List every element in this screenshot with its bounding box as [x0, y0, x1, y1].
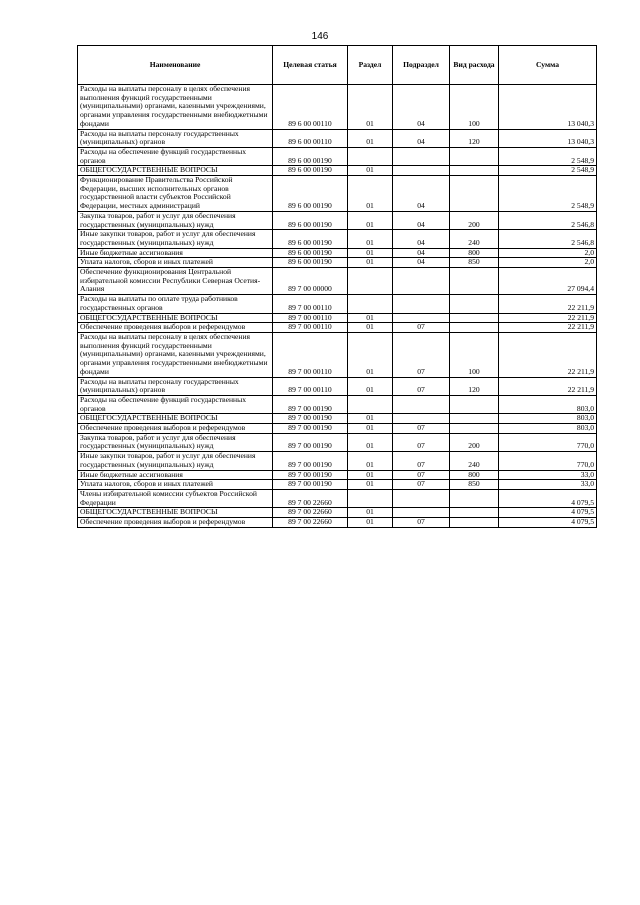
cell-section: 01	[348, 518, 393, 528]
cell-section: 01	[348, 211, 393, 229]
cell-name: Обеспечение проведения выборов и референдумов	[78, 518, 273, 528]
cell-sum: 4 079,5	[499, 508, 597, 518]
cell-subsection: 07	[393, 323, 450, 333]
cell-subsection: 07	[393, 424, 450, 434]
cell-subsection: 07	[393, 433, 450, 451]
table-row	[78, 295, 597, 313]
cell-code: 89 7 00 00190	[273, 433, 348, 451]
cell-type	[450, 295, 499, 313]
cell-name: Иные бюджетные ассигнования	[78, 470, 273, 480]
header-code: Целевая статья	[273, 46, 348, 85]
table-row	[78, 332, 597, 377]
cell-section: 01	[348, 433, 393, 451]
cell-type: 240	[450, 452, 499, 470]
cell-section	[348, 489, 393, 507]
cell-type	[450, 323, 499, 333]
table-row	[78, 489, 597, 507]
cell-type	[450, 268, 499, 295]
cell-code: 89 7 00 00110	[273, 377, 348, 395]
cell-name: ОБЩЕГОСУДАРСТВЕННЫЕ ВОПРОСЫ	[78, 414, 273, 424]
cell-type: 850	[450, 258, 499, 268]
cell-section: 01	[348, 85, 393, 130]
cell-subsection: 04	[393, 230, 450, 248]
cell-subsection	[393, 166, 450, 176]
cell-section: 01	[348, 176, 393, 212]
cell-sum: 33,0	[499, 470, 597, 480]
cell-section	[348, 395, 393, 413]
cell-sum: 4 079,5	[499, 489, 597, 507]
cell-name: Обеспечение функционирования Центральной избирательной комиссии Республики Северная Осетия-Алания	[78, 268, 273, 295]
cell-subsection: 07	[393, 480, 450, 490]
cell-type: 200	[450, 211, 499, 229]
cell-type: 120	[450, 129, 499, 147]
cell-sum: 2 548,9	[499, 176, 597, 212]
cell-sum: 770,0	[499, 433, 597, 451]
cell-code: 89 6 00 00190	[273, 176, 348, 212]
cell-sum: 2 546,8	[499, 211, 597, 229]
cell-type	[450, 518, 499, 528]
cell-section: 01	[348, 452, 393, 470]
cell-code: 89 7 00 00190	[273, 452, 348, 470]
table-row	[78, 518, 597, 528]
cell-subsection	[393, 268, 450, 295]
cell-name: ОБЩЕГОСУДАРСТВЕННЫЕ ВОПРОСЫ	[78, 166, 273, 176]
cell-code: 89 7 00 00110	[273, 295, 348, 313]
cell-name: Уплата налогов, сборов и иных платежей	[78, 480, 273, 490]
cell-name: Расходы на выплаты персоналу в целях обеспечения выполнения функций государственными (муниципальными) органами, казенными учреждениями, органами управления государственными внебюджетными фондами	[78, 85, 273, 130]
header-subsection: Подраздел	[393, 46, 450, 85]
cell-section: 01	[348, 480, 393, 490]
cell-code: 89 7 00 00190	[273, 480, 348, 490]
cell-type: 850	[450, 480, 499, 490]
cell-type: 200	[450, 433, 499, 451]
cell-code: 89 6 00 00190	[273, 211, 348, 229]
cell-sum: 22 211,9	[499, 295, 597, 313]
cell-code: 89 6 00 00110	[273, 85, 348, 130]
cell-code: 89 7 00 22660	[273, 489, 348, 507]
cell-code: 89 7 00 00190	[273, 395, 348, 413]
cell-section: 01	[348, 332, 393, 377]
cell-name: Закупка товаров, работ и услуг для обеспечения государственных (муниципальных) нужд	[78, 211, 273, 229]
cell-code: 89 6 00 00190	[273, 230, 348, 248]
cell-code: 89 7 00 00110	[273, 332, 348, 377]
cell-subsection: 07	[393, 518, 450, 528]
table-row	[78, 424, 597, 434]
cell-subsection	[393, 147, 450, 165]
cell-subsection: 04	[393, 248, 450, 258]
cell-name: Иные закупки товаров, работ и услуг для обеспечения государственных (муниципальных) нужд	[78, 230, 273, 248]
cell-sum: 22 211,9	[499, 332, 597, 377]
table-row	[78, 211, 597, 229]
cell-code: 89 7 00 22660	[273, 518, 348, 528]
cell-type: 100	[450, 332, 499, 377]
cell-section: 01	[348, 166, 393, 176]
table-header	[78, 46, 597, 85]
header-expense-type: Вид расхода	[450, 46, 499, 85]
cell-section: 01	[348, 230, 393, 248]
cell-name: Расходы на выплаты по оплате труда работников государственных органов	[78, 295, 273, 313]
cell-subsection: 04	[393, 258, 450, 268]
cell-sum: 22 211,9	[499, 313, 597, 323]
cell-subsection: 04	[393, 211, 450, 229]
cell-sum: 2 548,9	[499, 166, 597, 176]
cell-subsection: 07	[393, 377, 450, 395]
cell-sum: 22 211,9	[499, 323, 597, 333]
cell-section: 01	[348, 470, 393, 480]
cell-type	[450, 166, 499, 176]
table-row	[78, 452, 597, 470]
cell-subsection: 07	[393, 332, 450, 377]
cell-name: Члены избирательной комиссии субъектов Российской Федерации	[78, 489, 273, 507]
cell-type: 120	[450, 377, 499, 395]
cell-code: 89 7 00 00190	[273, 414, 348, 424]
cell-type	[450, 147, 499, 165]
cell-type: 240	[450, 230, 499, 248]
cell-section: 01	[348, 323, 393, 333]
cell-sum: 33,0	[499, 480, 597, 490]
cell-sum: 803,0	[499, 414, 597, 424]
header-name: Наименование	[78, 46, 273, 85]
cell-type: 800	[450, 248, 499, 258]
cell-subsection	[393, 489, 450, 507]
cell-subsection: 07	[393, 452, 450, 470]
table-row	[78, 147, 597, 165]
cell-section: 01	[348, 313, 393, 323]
cell-code: 89 7 00 00110	[273, 313, 348, 323]
cell-sum: 2,0	[499, 248, 597, 258]
cell-code: 89 7 00 22660	[273, 508, 348, 518]
cell-type	[450, 176, 499, 212]
table-row	[78, 433, 597, 451]
cell-type: 800	[450, 470, 499, 480]
cell-type	[450, 313, 499, 323]
cell-type: 100	[450, 85, 499, 130]
table-row	[78, 395, 597, 413]
cell-name: Расходы на выплаты персоналу государственных (муниципальных) органов	[78, 129, 273, 147]
cell-sum: 4 079,5	[499, 518, 597, 528]
table-row	[78, 176, 597, 212]
cell-name: Расходы на обеспечение функций государственных органов	[78, 395, 273, 413]
cell-subsection: 04	[393, 85, 450, 130]
cell-type	[450, 508, 499, 518]
cell-code: 89 7 00 00190	[273, 424, 348, 434]
cell-type	[450, 489, 499, 507]
table-row	[78, 129, 597, 147]
page-number: 146	[311, 31, 329, 42]
header-sum: Сумма	[499, 46, 597, 85]
cell-subsection: 07	[393, 470, 450, 480]
cell-name: Расходы на выплаты персоналу в целях обеспечения выполнения функций государственными (муниципальными) органами, казенными учреждениями, органами управления государственными внебюджетными фондами	[78, 332, 273, 377]
header-section: Раздел	[348, 46, 393, 85]
table-row	[78, 85, 597, 130]
cell-code: 89 6 00 00190	[273, 248, 348, 258]
cell-sum: 2 546,8	[499, 230, 597, 248]
cell-name: Иные закупки товаров, работ и услуг для обеспечения государственных (муниципальных) нужд	[78, 452, 273, 470]
cell-code: 89 7 00 00000	[273, 268, 348, 295]
cell-section	[348, 268, 393, 295]
cell-code: 89 6 00 00190	[273, 147, 348, 165]
cell-name: Обеспечение проведения выборов и референдумов	[78, 323, 273, 333]
cell-section	[348, 295, 393, 313]
cell-section: 01	[348, 508, 393, 518]
cell-type	[450, 395, 499, 413]
table-row	[78, 268, 597, 295]
cell-name: ОБЩЕГОСУДАРСТВЕННЫЕ ВОПРОСЫ	[78, 508, 273, 518]
cell-name: Закупка товаров, работ и услуг для обеспечения государственных (муниципальных) нужд	[78, 433, 273, 451]
cell-section: 01	[348, 377, 393, 395]
cell-subsection: 04	[393, 129, 450, 147]
cell-code: 89 6 00 00110	[273, 129, 348, 147]
cell-name: Расходы на выплаты персоналу государственных (муниципальных) органов	[78, 377, 273, 395]
cell-subsection: 04	[393, 176, 450, 212]
cell-sum: 770,0	[499, 452, 597, 470]
table-row	[78, 377, 597, 395]
cell-subsection	[393, 395, 450, 413]
cell-sum: 13 040,3	[499, 85, 597, 130]
budget-table	[77, 45, 597, 528]
cell-sum: 13 040,3	[499, 129, 597, 147]
cell-section: 01	[348, 258, 393, 268]
cell-name: Обеспечение проведения выборов и референдумов	[78, 424, 273, 434]
cell-type	[450, 424, 499, 434]
table-row	[78, 230, 597, 248]
cell-sum: 27 094,4	[499, 268, 597, 295]
cell-name: Иные бюджетные ассигнования	[78, 248, 273, 258]
cell-section	[348, 147, 393, 165]
cell-sum: 2,0	[499, 258, 597, 268]
cell-code: 89 6 00 00190	[273, 258, 348, 268]
cell-type	[450, 414, 499, 424]
table-row	[78, 480, 597, 490]
cell-section: 01	[348, 129, 393, 147]
cell-sum: 803,0	[499, 424, 597, 434]
cell-sum: 22 211,9	[499, 377, 597, 395]
cell-code: 89 6 00 00190	[273, 166, 348, 176]
cell-sum: 803,0	[499, 395, 597, 413]
cell-name: Расходы на обеспечение функций государственных органов	[78, 147, 273, 165]
cell-name: Функционирование Правительства Российской Федерации, высших исполнительных органов государственной власти субъектов Российской Федерации, местных администраций	[78, 176, 273, 212]
cell-code: 89 7 00 00190	[273, 470, 348, 480]
cell-section: 01	[348, 248, 393, 258]
cell-subsection	[393, 295, 450, 313]
cell-name: ОБЩЕГОСУДАРСТВЕННЫЕ ВОПРОСЫ	[78, 313, 273, 323]
cell-section: 01	[348, 424, 393, 434]
cell-section: 01	[348, 414, 393, 424]
cell-sum: 2 548,9	[499, 147, 597, 165]
cell-name: Уплата налогов, сборов и иных платежей	[78, 258, 273, 268]
cell-code: 89 7 00 00110	[273, 323, 348, 333]
table-body	[78, 85, 597, 528]
